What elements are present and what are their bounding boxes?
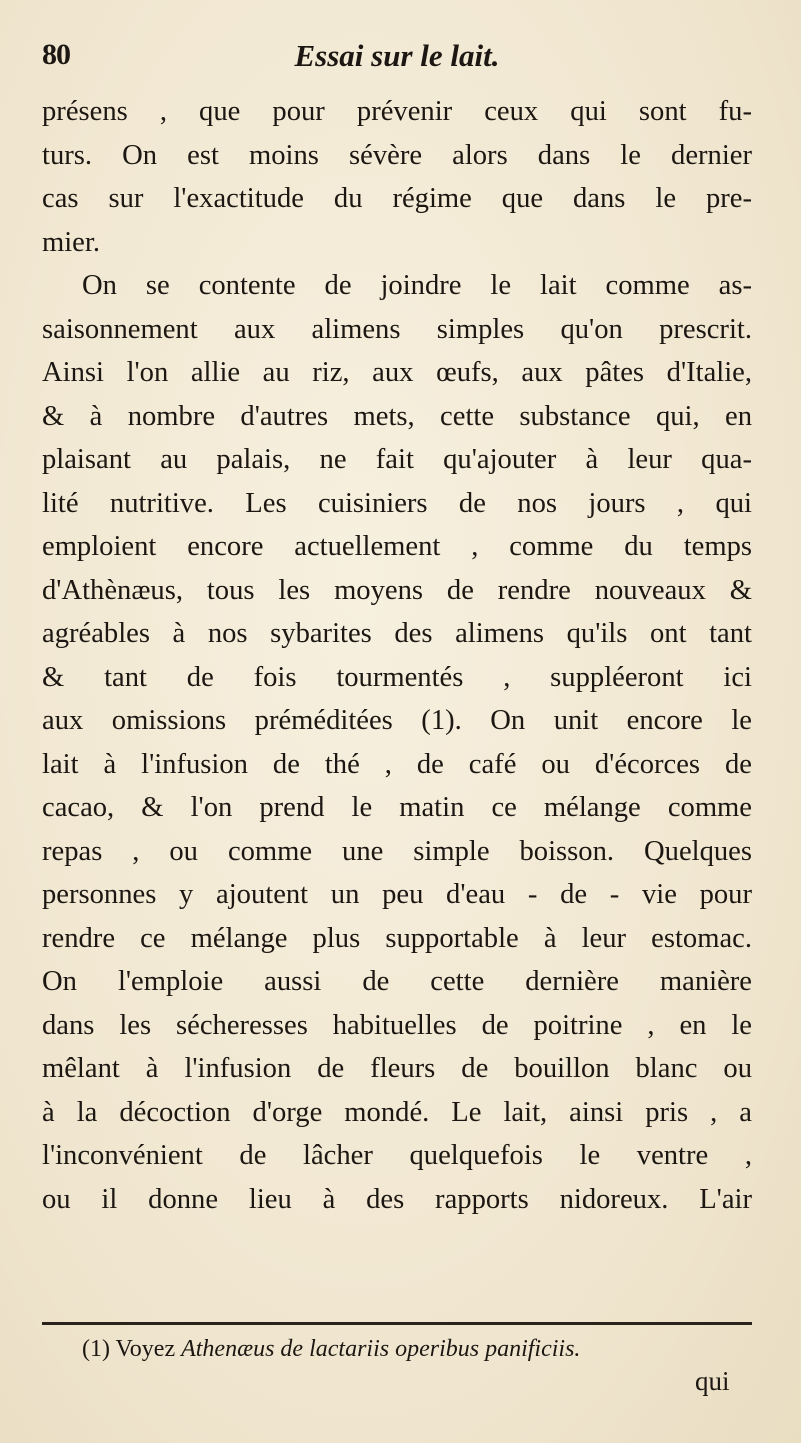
- text-line: agréables à nos sybarites des alimens qu'ils ont tant: [42, 618, 752, 649]
- footnote-rule: [42, 1322, 752, 1325]
- text-line: à la décoction d'orge mondé. Le lait, ainsi pris , a: [42, 1096, 752, 1128]
- catchword: qui: [695, 1366, 730, 1396]
- text-line: mier.: [42, 226, 100, 258]
- body-text: [42, 90, 752, 1221]
- text-line: personnes y ajoutent un peu d'eau - de - vie pour: [42, 879, 752, 910]
- text-line: & à nombre d'autres mets, cette substance qui, en: [42, 400, 752, 432]
- text-line: saisonnement aux alimens simples qu'on prescrit.: [42, 313, 752, 345]
- text-line: On se contente de joindre le lait comme as-: [82, 270, 752, 301]
- footnote: [82, 1334, 752, 1364]
- text-line: dans les sécheresses habituelles de poitrine , en le: [42, 1009, 752, 1041]
- text-line: mêlant à l'infusion de fleurs de bouillon blanc ou: [42, 1053, 752, 1084]
- text-line: repas , ou comme une simple boisson. Quelques: [42, 835, 752, 867]
- text-line: ou il donne lieu à des rapports nidoreux. L'air: [42, 1183, 752, 1215]
- text-line: turs. On est moins sévère alors dans le dernier: [42, 139, 752, 171]
- text-line: & tant de fois tourmentés , suppléeront ici: [42, 661, 752, 693]
- text-line: rendre ce mélange plus supportable à leur estomac.: [42, 922, 752, 954]
- text-line: On l'emploie aussi de cette dernière manière: [42, 966, 752, 997]
- text-line: présens , que pour prévenir ceux qui sont fu-: [42, 96, 752, 127]
- running-title: Essai sur le lait.: [294, 38, 500, 73]
- text-line: lité nutritive. Les cuisiniers de nos jours , qui: [42, 487, 752, 519]
- text-line: d'Athènæus, tous les moyens de rendre nouveaux &: [42, 574, 752, 606]
- page-header: [42, 38, 752, 78]
- text-line: aux omissions préméditées (1). On unit encore le: [42, 705, 752, 736]
- page-number: 80: [42, 38, 70, 71]
- footnote-marker: (1) Voyez: [82, 1336, 176, 1362]
- text-line: Ainsi l'on allie au riz, aux œufs, aux pâtes d'Italie,: [42, 357, 752, 388]
- text-line: l'inconvénient de lâcher quelquefois le ventre ,: [42, 1140, 752, 1171]
- text-line: cacao, & l'on prend le matin ce mélange comme: [42, 792, 752, 823]
- text-line: lait à l'infusion de thé , de café ou d'écorces de: [42, 748, 752, 780]
- text-line: plaisant au palais, ne fait qu'ajouter à leur qua-: [42, 444, 752, 475]
- text-line: cas sur l'exactitude du régime que dans le pre-: [42, 183, 752, 214]
- text-line: emploient encore actuellement , comme du temps: [42, 531, 752, 562]
- footnote-citation: Athenæus de lactariis operibus panificiis.: [181, 1336, 581, 1362]
